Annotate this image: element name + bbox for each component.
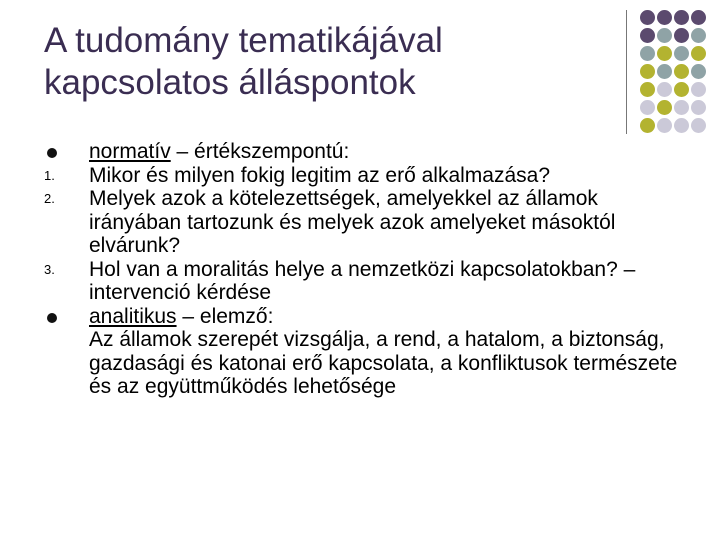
decorative-dot <box>691 64 706 79</box>
decorative-dot <box>657 100 672 115</box>
decorative-dot <box>674 100 689 115</box>
analytic-description: Az államok szerepét vizsgálja, a rend, a hatalom, a biztonság, gazdasági és katonai erő kapcsolata, a konfliktusok természete és az együttműködés lehetősége <box>89 328 678 398</box>
page-title: A tudomány tematikájával kapcsolatos álláspontok <box>44 21 443 102</box>
list-number: 3. <box>44 261 55 277</box>
decorative-dot <box>640 10 655 25</box>
decorative-dot <box>691 100 706 115</box>
decorative-dot <box>691 82 706 97</box>
decorative-dot <box>640 118 655 133</box>
decorative-dot <box>691 28 706 43</box>
decorative-dot <box>691 46 706 61</box>
analytic-heading: analitikus <box>89 304 177 328</box>
content-list <box>44 140 694 399</box>
list-number: 1. <box>44 167 55 183</box>
decorative-dot <box>640 82 655 97</box>
list-item-text: Melyek azok a kötelezettségek, amelyekkel az államok irányában tartozunk és melyek azok amelyeket másoktól elvárunk? <box>89 187 616 257</box>
decorative-dot <box>657 82 672 97</box>
decorative-dot <box>657 28 672 43</box>
decorative-dot <box>674 10 689 25</box>
decorative-dot <box>657 64 672 79</box>
decorative-dot <box>674 28 689 43</box>
list-item-normative <box>44 140 694 164</box>
decorative-dot <box>640 46 655 61</box>
decorative-dot <box>640 28 655 43</box>
list-item-text: Mikor és milyen fokig legitim az erő alkalmazása? <box>89 163 551 187</box>
list-item-1 <box>44 164 694 188</box>
decorative-dot <box>674 82 689 97</box>
decorative-dot <box>674 46 689 61</box>
decorative-dot <box>657 46 672 61</box>
divider-line <box>626 10 627 134</box>
decorative-dot <box>674 118 689 133</box>
decorative-dot <box>691 10 706 25</box>
decorative-dot <box>691 118 706 133</box>
decorative-dot <box>674 64 689 79</box>
list-item-text: Hol van a moralitás helye a nemzetközi kapcsolatokban? – intervenció kérdése <box>89 257 636 304</box>
decorative-dot <box>640 100 655 115</box>
decorative-dot <box>657 10 672 25</box>
normative-heading: normatív <box>89 140 171 163</box>
list-item-analytic <box>44 305 694 399</box>
list-item-3 <box>44 258 694 305</box>
list-number: 2. <box>44 191 55 206</box>
decorative-dot <box>640 64 655 79</box>
decorative-dot-grid <box>640 10 706 134</box>
normative-heading-rest: – értékszempontú: <box>170 140 350 163</box>
decorative-dot <box>657 118 672 133</box>
analytic-heading-rest: – elemző: <box>176 304 274 328</box>
list-item-2 <box>44 187 694 258</box>
